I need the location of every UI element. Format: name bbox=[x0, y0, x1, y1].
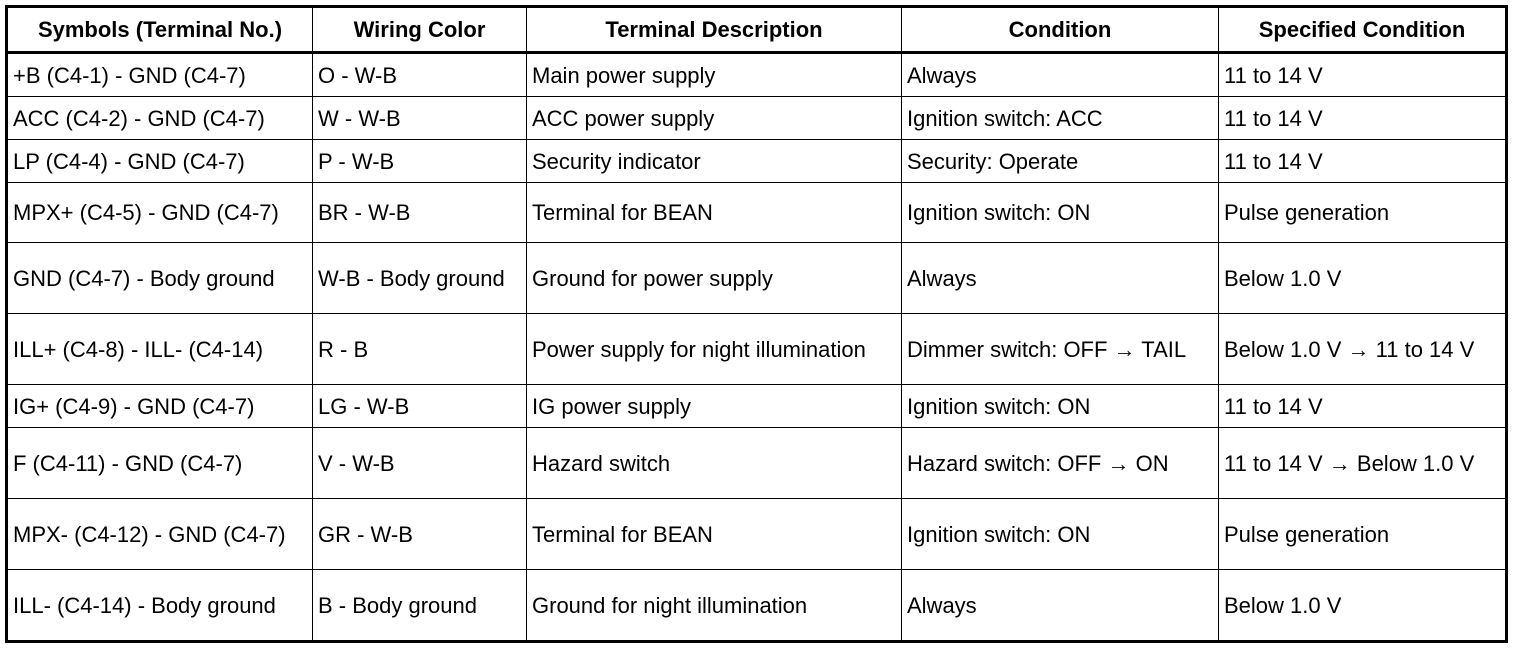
cell-wiring-color: W - W-B bbox=[313, 97, 527, 140]
table-row bbox=[7, 97, 1507, 140]
header-specified-condition: Specified Condition bbox=[1219, 7, 1507, 53]
header-symbols: Symbols (Terminal No.) bbox=[7, 7, 313, 53]
cell-description: Ground for night illumination bbox=[527, 570, 902, 642]
cell-description: Terminal for BEAN bbox=[527, 183, 902, 243]
table-row bbox=[7, 570, 1507, 642]
terminal-spec-table bbox=[5, 5, 1508, 643]
cell-description: Hazard switch bbox=[527, 428, 902, 499]
cell-specified: Below 1.0 V → 11 to 14 V bbox=[1219, 314, 1507, 385]
cell-symbols: ACC (C4-2) - GND (C4-7) bbox=[7, 97, 313, 140]
cell-specified: 11 to 14 V bbox=[1219, 140, 1507, 183]
cell-specified: Below 1.0 V bbox=[1219, 243, 1507, 314]
cell-condition: Ignition switch: ON bbox=[902, 385, 1219, 428]
cell-specified: Pulse generation bbox=[1219, 183, 1507, 243]
table-row bbox=[7, 428, 1507, 499]
table-header-row bbox=[7, 7, 1507, 53]
table-row bbox=[7, 499, 1507, 570]
cell-specified: Pulse generation bbox=[1219, 499, 1507, 570]
table-row bbox=[7, 385, 1507, 428]
cell-condition: Always bbox=[902, 243, 1219, 314]
cell-wiring-color: P - W-B bbox=[313, 140, 527, 183]
cell-symbols: GND (C4-7) - Body ground bbox=[7, 243, 313, 314]
cell-symbols: ILL- (C4-14) - Body ground bbox=[7, 570, 313, 642]
cell-wiring-color: LG - W-B bbox=[313, 385, 527, 428]
table-row bbox=[7, 314, 1507, 385]
cell-condition: Always bbox=[902, 570, 1219, 642]
table-row bbox=[7, 140, 1507, 183]
cell-specified: 11 to 14 V bbox=[1219, 53, 1507, 97]
cell-specified: 11 to 14 V bbox=[1219, 97, 1507, 140]
header-condition: Condition bbox=[902, 7, 1219, 53]
cell-specified: 11 to 14 V bbox=[1219, 385, 1507, 428]
cell-condition: Ignition switch: ON bbox=[902, 499, 1219, 570]
cell-symbols: F (C4-11) - GND (C4-7) bbox=[7, 428, 313, 499]
cell-condition: Hazard switch: OFF → ON bbox=[902, 428, 1219, 499]
cell-symbols: MPX- (C4-12) - GND (C4-7) bbox=[7, 499, 313, 570]
cell-specified: Below 1.0 V bbox=[1219, 570, 1507, 642]
cell-description: Ground for power supply bbox=[527, 243, 902, 314]
terminal-spec-sheet bbox=[5, 5, 1505, 643]
cell-symbols: LP (C4-4) - GND (C4-7) bbox=[7, 140, 313, 183]
cell-condition: Dimmer switch: OFF → TAIL bbox=[902, 314, 1219, 385]
cell-description: Main power supply bbox=[527, 53, 902, 97]
cell-wiring-color: R - B bbox=[313, 314, 527, 385]
cell-condition: Always bbox=[902, 53, 1219, 97]
cell-description: Terminal for BEAN bbox=[527, 499, 902, 570]
cell-wiring-color: V - W-B bbox=[313, 428, 527, 499]
header-terminal-description: Terminal Description bbox=[527, 7, 902, 53]
table-row bbox=[7, 243, 1507, 314]
cell-description: IG power supply bbox=[527, 385, 902, 428]
cell-description: Power supply for night illumination bbox=[527, 314, 902, 385]
cell-symbols: MPX+ (C4-5) - GND (C4-7) bbox=[7, 183, 313, 243]
cell-condition: Ignition switch: ON bbox=[902, 183, 1219, 243]
cell-symbols: ILL+ (C4-8) - ILL- (C4-14) bbox=[7, 314, 313, 385]
table-row bbox=[7, 183, 1507, 243]
cell-wiring-color: W-B - Body ground bbox=[313, 243, 527, 314]
cell-specified: 11 to 14 V → Below 1.0 V bbox=[1219, 428, 1507, 499]
table-row bbox=[7, 53, 1507, 97]
cell-description: Security indicator bbox=[527, 140, 902, 183]
cell-wiring-color: O - W-B bbox=[313, 53, 527, 97]
header-wiring-color: Wiring Color bbox=[313, 7, 527, 53]
cell-condition: Ignition switch: ACC bbox=[902, 97, 1219, 140]
cell-condition: Security: Operate bbox=[902, 140, 1219, 183]
cell-symbols: +B (C4-1) - GND (C4-7) bbox=[7, 53, 313, 97]
cell-description: ACC power supply bbox=[527, 97, 902, 140]
cell-wiring-color: GR - W-B bbox=[313, 499, 527, 570]
cell-symbols: IG+ (C4-9) - GND (C4-7) bbox=[7, 385, 313, 428]
cell-wiring-color: BR - W-B bbox=[313, 183, 527, 243]
cell-wiring-color: B - Body ground bbox=[313, 570, 527, 642]
